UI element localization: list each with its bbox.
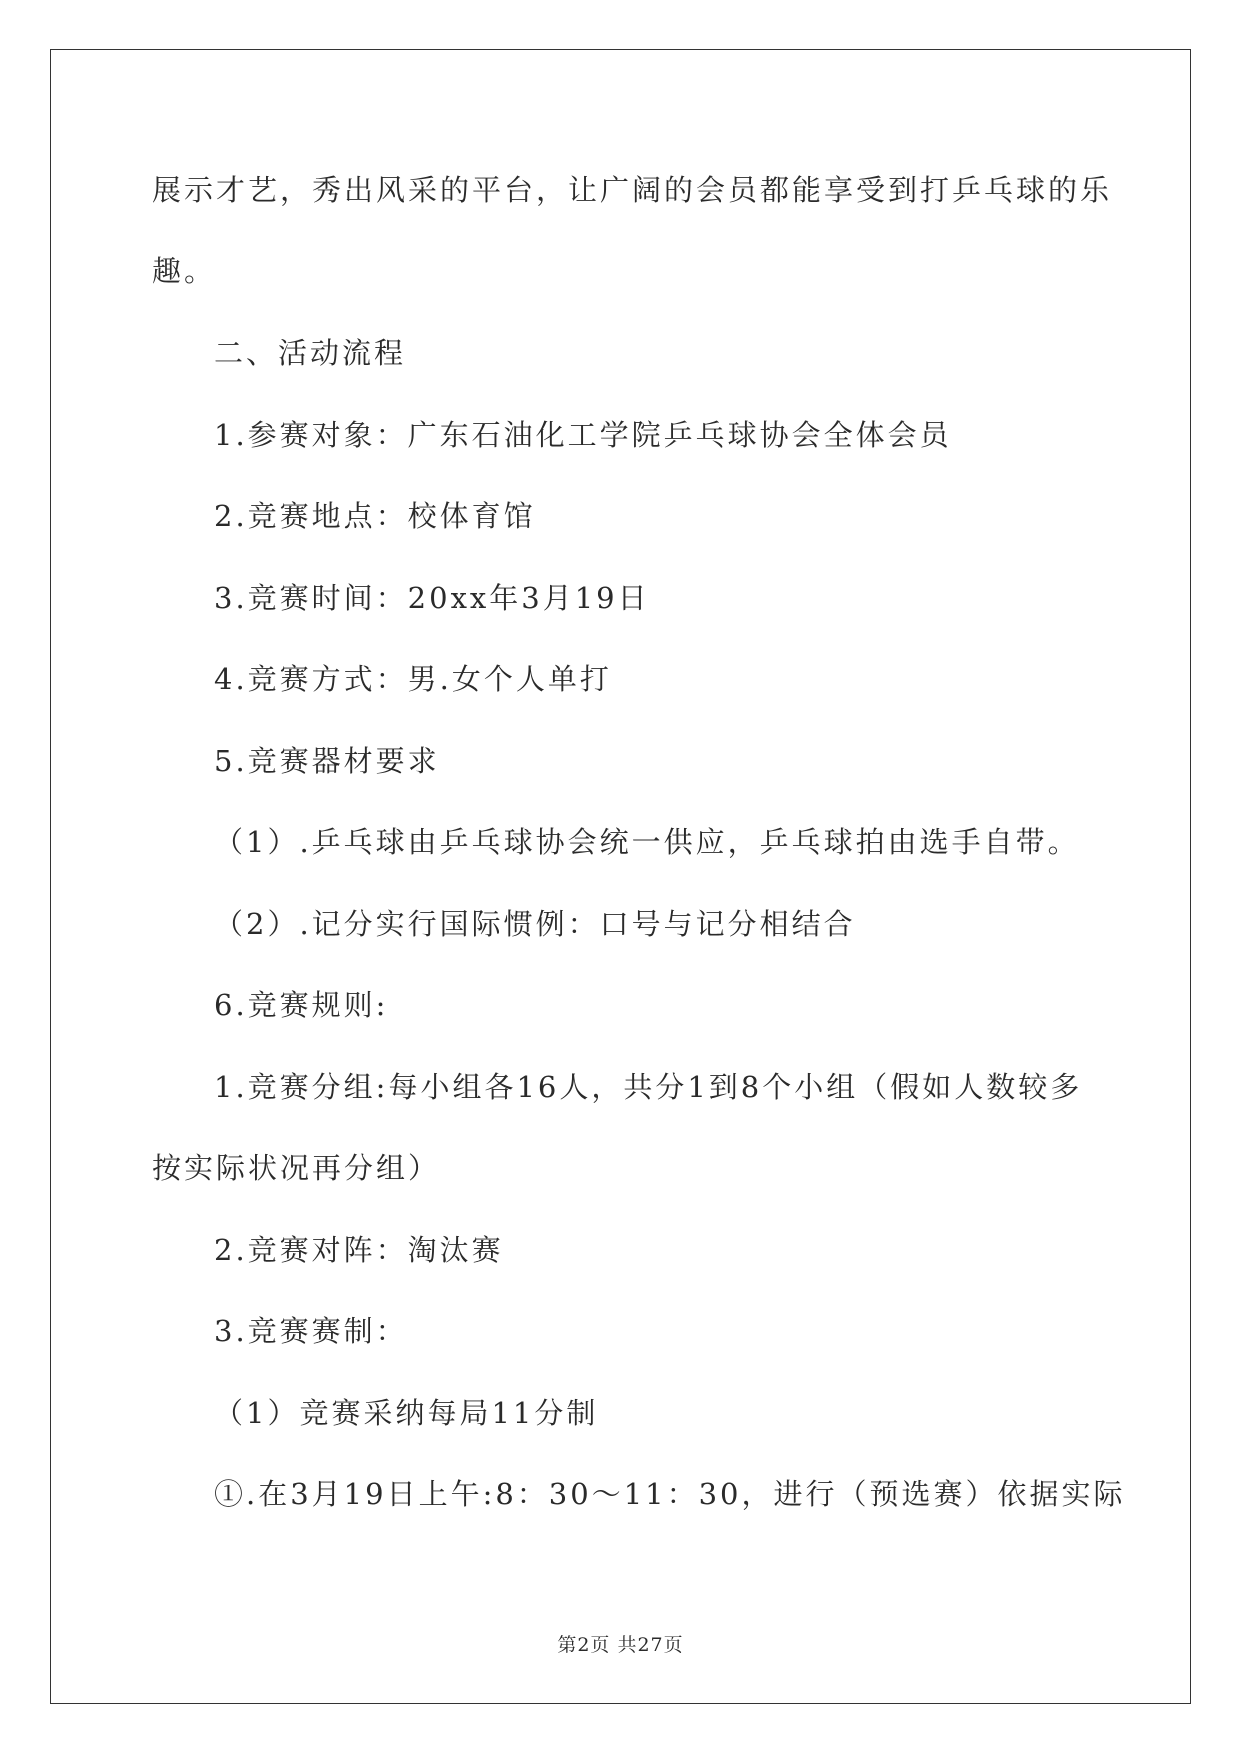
paragraph-line: （1）竞赛采纳每局11分制 <box>214 1396 599 1430</box>
paragraph-line: 1.竞赛分组:每小组各16人，共分1到8个小组（假如人数较多 <box>214 1070 1083 1104</box>
paragraph-line: 展示才艺，秀出风采的平台，让广阔的会员都能享受到打乒乓球的乐 <box>152 173 1113 207</box>
paragraph-line: （1）.乒乓球由乒乓球协会统一供应，乒乓球拍由选手自带。 <box>214 825 1080 859</box>
paragraph-line: （2）.记分实行国际惯例：口号与记分相结合 <box>214 907 856 941</box>
paragraph-line: ①.在3月19日上午:8：30～11：30，进行（预选赛）依据实际 <box>214 1477 1126 1511</box>
page-number-footer: 第2页 共27页 <box>557 1634 684 1656</box>
page-border <box>50 49 1191 1704</box>
paragraph-line: 2.竞赛地点：校体育馆 <box>214 499 536 533</box>
paragraph-line: 按实际状况再分组） <box>152 1151 441 1185</box>
section-heading: 二、活动流程 <box>214 336 407 370</box>
paragraph-line: 趣。 <box>152 254 217 288</box>
paragraph-line: 4.竞赛方式：男.女个人单打 <box>214 662 612 696</box>
paragraph-line: 5.竞赛器材要求 <box>214 744 440 778</box>
paragraph-line: 3.竞赛赛制： <box>214 1314 408 1348</box>
paragraph-line: 6.竞赛规则: <box>214 988 389 1022</box>
paragraph-line: 3.竞赛时间：20xx年3月19日 <box>214 581 650 615</box>
paragraph-line: 1.参赛对象：广东石油化工学院乒乓球协会全体会员 <box>214 418 952 452</box>
paragraph-line: 2.竞赛对阵：淘汰赛 <box>214 1233 504 1267</box>
